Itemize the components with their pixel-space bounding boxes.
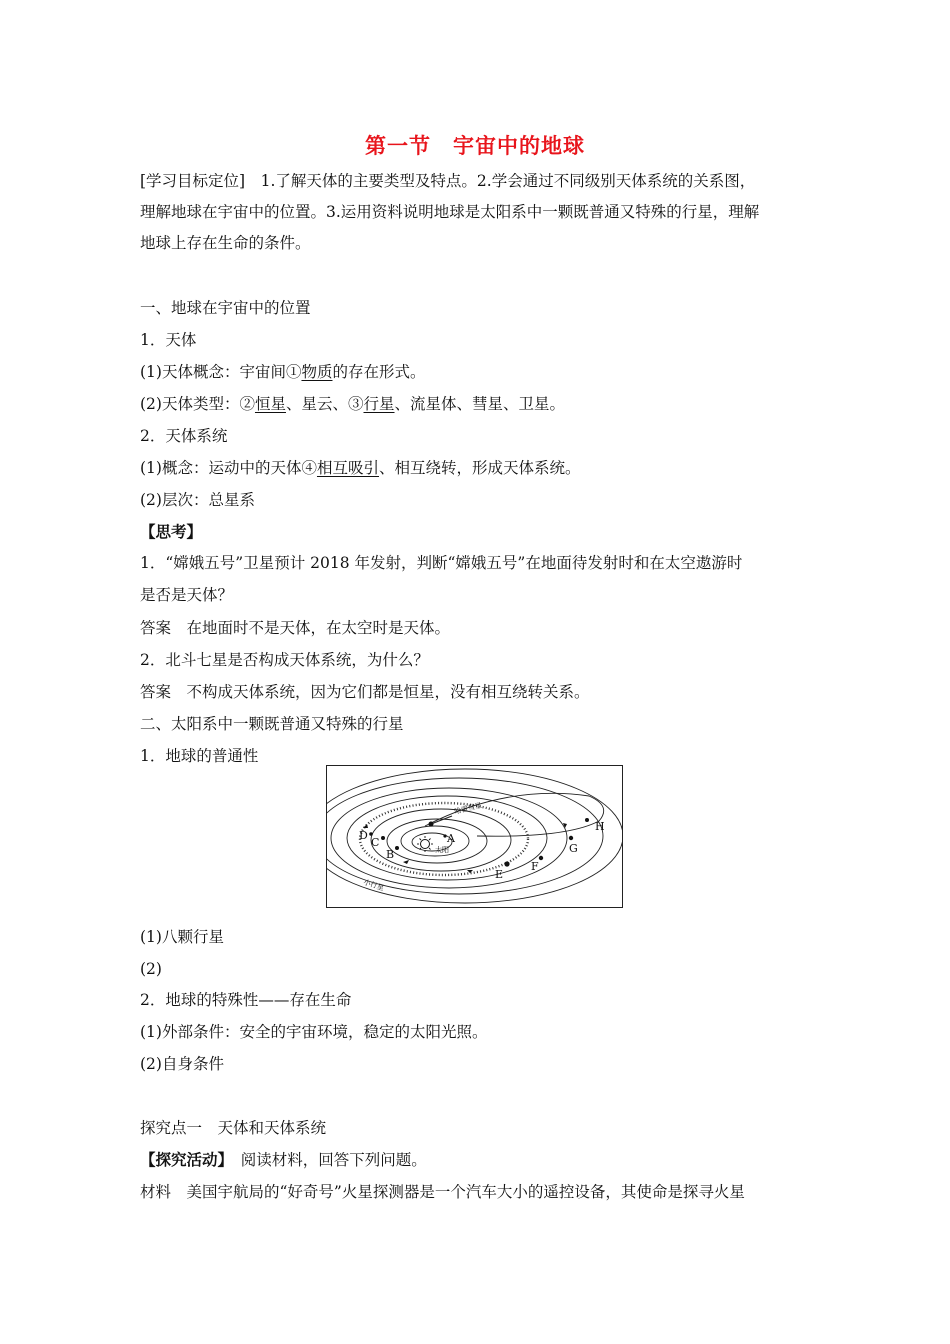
objectives-line-2: 理解地球在宇宙中的位置。3.运用资料说明地球是太阳系中一颗既普通又特殊的行星，理解 — [140, 203, 760, 221]
planet-label-a: A — [447, 832, 455, 845]
system-post: 、相互绕转，形成天体系统。 — [378, 459, 581, 477]
think-answer-2: 答案 不构成天体系统，因为它们都是恒星，没有相互绕转关系。 — [140, 683, 590, 701]
celestial-types — [140, 393, 820, 415]
planet-label-b: B — [386, 848, 395, 861]
planet-f-dot — [539, 856, 543, 860]
types-answer-2: 恒星 — [254, 395, 286, 413]
comet-head — [429, 822, 434, 827]
planet-label-e: E — [495, 868, 504, 881]
sun-icon — [417, 836, 433, 852]
planet-h-dot — [585, 818, 589, 822]
system-levels: (2)层次：总星系 — [140, 491, 255, 509]
internal-conditions: (2)自身条件 — [140, 1055, 224, 1073]
objectives-text-1: 1.了解天体的主要类型及特点。2.学会通过不同级别天体系统的关系图， — [260, 172, 756, 190]
types-mid: 、星云、③ — [285, 395, 364, 413]
planet-label-c: C — [371, 836, 380, 849]
explore-heading: 探究点一 天体和天体系统 — [140, 1119, 327, 1137]
concept-answer-1: 物质 — [301, 363, 333, 381]
types-post: 、流星体、彗星、卫星。 — [394, 395, 566, 413]
planet-label-d: D — [359, 829, 368, 842]
think-answer-1: 答案 在地面时不是天体，在太空时是天体。 — [140, 619, 451, 637]
objectives-tag: [学习目标定位] — [140, 172, 246, 190]
think-question-1b: 是否是天体？ — [140, 586, 234, 604]
comet-label: 哈雷彗星 — [453, 801, 483, 816]
explore-material: 材料 美国宇航局的“好奇号”火星探测器是一个汽车大小的遥控设备，其使命是探寻火星 — [140, 1183, 745, 1201]
sun-label: 太阳 — [435, 846, 449, 854]
asteroid-belt-label: 小行星 — [362, 878, 385, 893]
page-title: 第一节 宇宙中的地球 — [365, 134, 585, 158]
section-2-item-1: 1．地球的普通性 — [140, 747, 259, 765]
section-2-point-2: (2) — [140, 960, 162, 978]
think-question-2: 2．北斗七星是否构成天体系统，为什么？ — [140, 651, 429, 669]
concept-post: 的存在形式。 — [332, 363, 426, 381]
system-answer-4: 相互吸引 — [316, 459, 379, 477]
explore-activity — [140, 1149, 820, 1171]
external-conditions: (1)外部条件：安全的宇宙环境，稳定的太阳光照。 — [140, 1023, 488, 1041]
planet-label-f: F — [531, 860, 539, 873]
section-2-item-2: 2．地球的特殊性——存在生命 — [140, 991, 352, 1009]
celestial-concept — [140, 361, 820, 383]
planet-label-h: H — [595, 820, 605, 833]
objectives-line-3: 地球上存在生命的条件。 — [140, 234, 311, 252]
solar-system-svg — [327, 766, 622, 907]
objectives-line-1 — [140, 170, 820, 192]
types-pre: (2)天体类型：② — [140, 395, 255, 413]
asteroid-belt — [360, 803, 528, 875]
orbit-arrow-icon — [363, 824, 368, 828]
comet-orbit — [425, 793, 604, 836]
section-1-item-1: 1．天体 — [140, 331, 197, 349]
solar-system-diagram — [326, 765, 623, 908]
planet-b-dot — [395, 846, 399, 850]
planet-label-g: G — [569, 842, 578, 855]
planet-e-dot — [504, 861, 509, 866]
system-concept — [140, 457, 820, 479]
explore-activity-label: 【探究活动】 — [140, 1151, 226, 1169]
think-label: 【思考】 — [140, 523, 203, 541]
types-answer-3: 行星 — [363, 395, 395, 413]
think-question-1a: 1．“嫦娥五号”卫星预计 2018 年发射，判断“嫦娥五号”在地面待发射时和在太空遨游时 — [140, 554, 743, 572]
orbit-g — [327, 778, 603, 894]
section-1-item-2: 2．天体系统 — [140, 427, 228, 445]
section-1-heading: 一、地球在宇宙中的位置 — [140, 299, 311, 317]
concept-pre: (1)天体概念：宇宙间① — [140, 363, 302, 381]
system-pre: (1)概念：运动中的天体④ — [140, 459, 317, 477]
planet-g-dot — [569, 836, 573, 840]
section-2-heading: 二、太阳系中一颗既普通又特殊的行星 — [140, 715, 404, 733]
explore-activity-text: 阅读材料，回答下列问题。 — [240, 1151, 427, 1169]
planet-c-dot — [381, 836, 385, 840]
orbit-arrow-icon — [403, 860, 409, 864]
eight-planets: (1)八颗行星 — [140, 928, 224, 946]
